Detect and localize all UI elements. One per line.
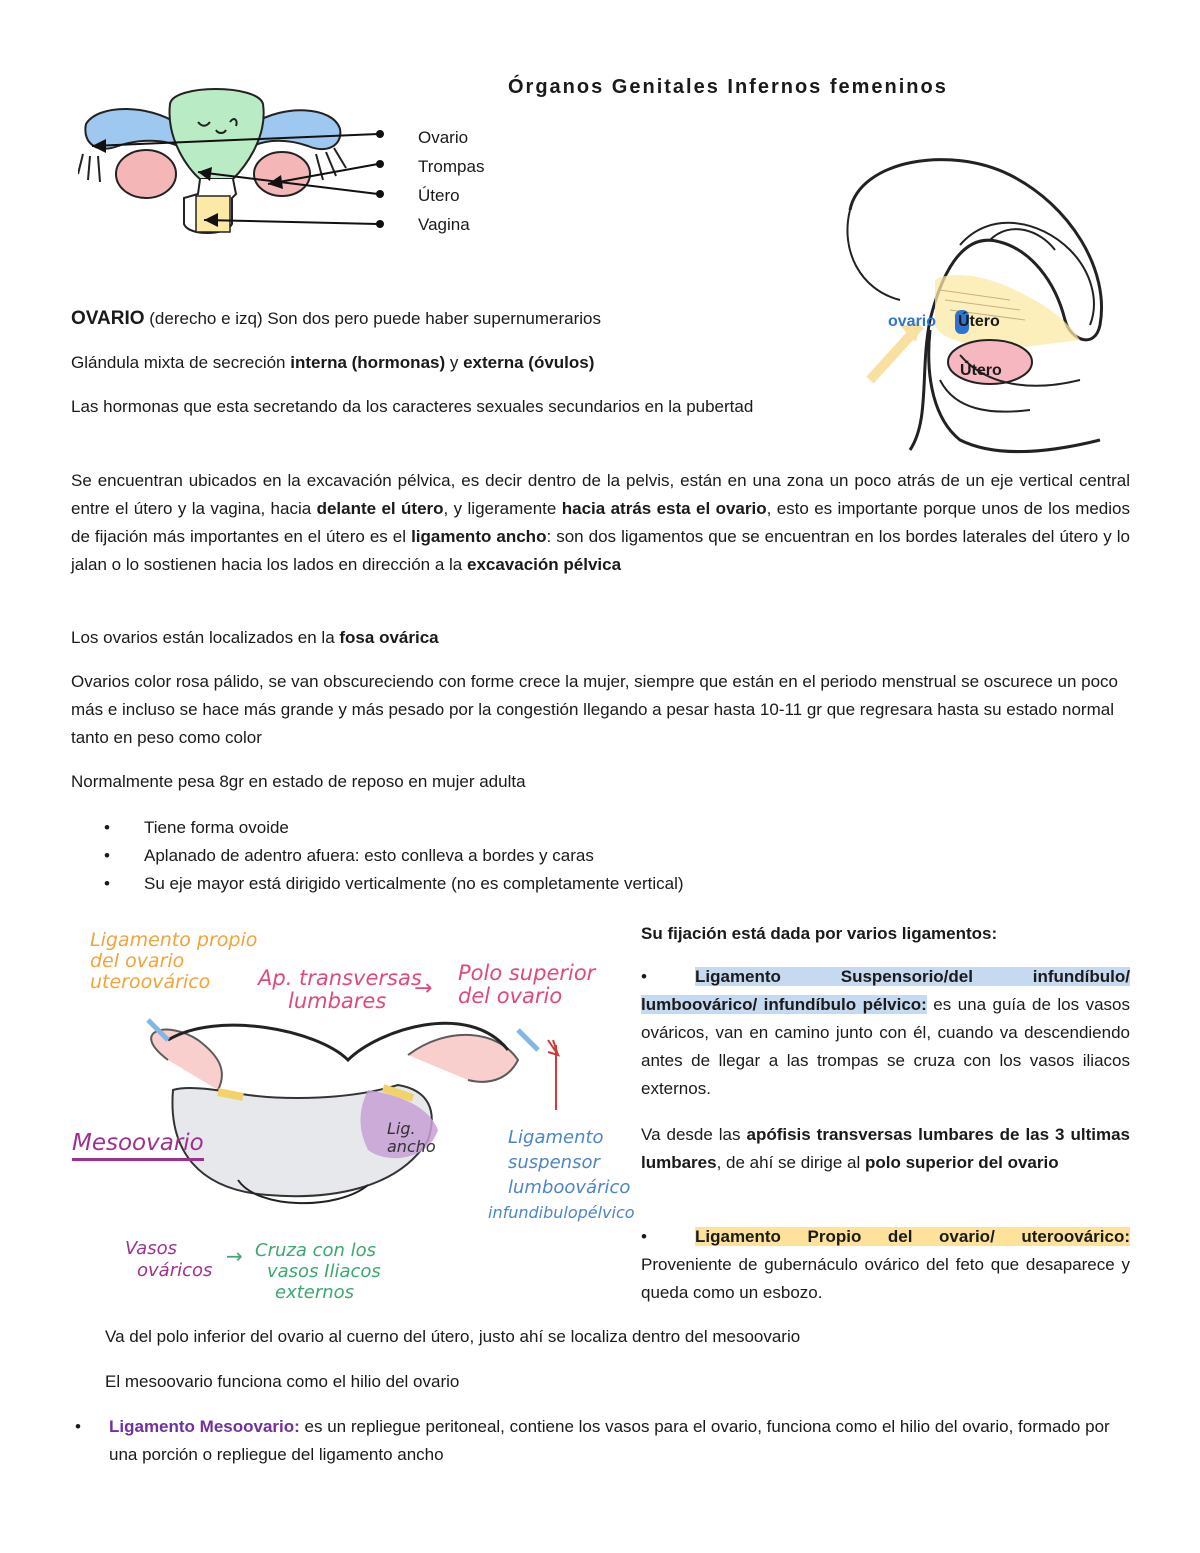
lig-propio-rest: Proveniente de gubernáculo ovárico del feto que desaparece y queda como un esbozo. [641, 1255, 1130, 1302]
ubicados-d: hacia atrás esta el ovario [561, 499, 767, 518]
label-utero-upper: Útero [958, 313, 1000, 330]
ovario-term: OVARIO [71, 308, 145, 329]
lig-meso-rest: es un repliegue peritoneal, contiene los vasos para el ovario, funciona como el hilio del ovario, formado por una porción o repliegue del ligamento ancho [109, 1417, 1110, 1464]
annot-vasos [125, 1238, 212, 1282]
annot-arrow: → [414, 976, 433, 1001]
lig-propio-paragraph [641, 1223, 1130, 1307]
paragraph-hormonas: Las hormonas que esta secretando da los caracteres sexuales secundarios en la pubertad [71, 397, 754, 416]
ubicados-e: , esto es importante porque unos de los medios de fijación más importantes en el útero es el [71, 499, 1130, 546]
legend-ovario: Ovario [418, 128, 469, 147]
fijacion-heading: Su fijación está dada por varios ligamentos: [641, 924, 998, 943]
paragraph-peso: Normalmente pesa 8gr en estado de reposo en mujer adulta [71, 772, 526, 791]
glandula-d: externa (óvulos) [463, 353, 595, 372]
legend-trompas: Trompas [418, 157, 485, 176]
list-item [100, 870, 684, 898]
annot-lig-ancho [387, 1120, 436, 1156]
annot-ap-2: lumbares [288, 989, 387, 1013]
annot-ancho-2: ancho [387, 1137, 436, 1156]
ovario-rest: (derecho e izq) Son dos pero puede haber supernumerarios [144, 309, 601, 328]
bullet-dot: • [104, 846, 110, 865]
annot-lig-propio-1: Ligamento propio [90, 929, 258, 951]
annot-arrow-2: → [226, 1244, 243, 1268]
bullet-text: Aplanado de adentro afuera: esto conlleva a bordes y caras [144, 846, 594, 865]
bullet-dot: • [104, 818, 110, 837]
list-item [100, 814, 684, 842]
annot-cruza-3: externos [275, 1282, 355, 1303]
annot-susp-3: lumboovárico [508, 1177, 631, 1198]
bullet-text: Tiene forma ovoide [144, 818, 289, 837]
label-ovario-blue: ovario [888, 313, 937, 330]
paragraph-apofisis [641, 1121, 1130, 1177]
fosa-a: Los ovarios están localizados en la [71, 628, 340, 647]
annot-polo-1: Polo superior [458, 961, 596, 985]
glandula-c: y [445, 353, 464, 372]
lig-meso-text [109, 1413, 1131, 1469]
annot-ap-transversas [258, 967, 422, 1013]
ubicados-h: excavación pélvica [466, 555, 622, 574]
annot-cruza-1: Cruza con los [255, 1240, 377, 1261]
label-utero-lower: Útero [960, 362, 1002, 379]
lig-suspensorio-term1: Ligamento Suspensorio/del infundíbulo/ [695, 967, 1130, 986]
lig-propio-term: Ligamento Propio del ovario/ uteroovárico: [695, 1227, 1130, 1246]
annot-cruza [255, 1240, 381, 1303]
annot-lig-suspensor [488, 1125, 635, 1225]
list-item [100, 842, 684, 870]
legend [418, 123, 484, 239]
lig-meso-term: Ligamento Mesoovario: [109, 1417, 300, 1436]
annot-vasos-2: ováricos [137, 1260, 213, 1281]
uterus-body [170, 89, 264, 179]
annot-susp-2: suspensor [508, 1152, 600, 1173]
paragraph-glandula [71, 349, 594, 377]
lig-meso-item [71, 1413, 1131, 1469]
paragraph-hilio: El mesoovario funciona como el hilio del ovario [105, 1372, 460, 1391]
ubicados-a: Se encuentran ubicados en la excavación pélvica, es decir dentro de la pelvis, están en una zona un poco atrás de un eje vertical central entre el útero y la vagina, hacia [71, 471, 1130, 518]
vagina-shape [196, 196, 230, 232]
apofisis-b: apófisis transversas lumbares de las 3 ultimas lumbares [641, 1125, 1130, 1172]
annot-lig-propio [90, 930, 257, 993]
bullet-list [100, 814, 684, 898]
annot-polo-superior [458, 962, 595, 1008]
annot-ap-1: Ap. transversas [258, 966, 422, 990]
fosa-b: fosa ovárica [339, 628, 439, 647]
apofisis-c: , de ahí se dirige al [716, 1153, 865, 1172]
glandula-b: interna (hormonas) [290, 353, 446, 372]
paragraph-fosa [71, 624, 439, 652]
paragraph-ubicados [71, 467, 1130, 579]
bullet-text: Su eje mayor está dirigido verticalmente (no es completamente vertical) [144, 874, 684, 893]
lig-suspensorio-term2: lumboovárico/ infundíbulo pélvico: [641, 995, 927, 1014]
bullet-dot: • [104, 874, 110, 893]
apofisis-d: polo superior del ovario [864, 1153, 1059, 1172]
glandula-a: Glándula mixta de secreción [71, 353, 291, 372]
uterus-illustration [78, 84, 398, 244]
annot-polo-2: del ovario [458, 984, 563, 1008]
annot-susp-4: infundibulopélvico [488, 1203, 635, 1222]
annot-cruza-2: vasos Iliacos [267, 1261, 381, 1282]
annot-susp-1: Ligamento [508, 1127, 604, 1148]
left-ovary [116, 150, 176, 198]
legend-vagina: Vagina [418, 215, 470, 234]
ubicados-c: , y ligeramente [443, 499, 562, 518]
sagittal-pelvis-illustration [840, 150, 1130, 460]
bullet-dot: • [75, 1417, 81, 1436]
annot-mesoovario: Mesoovario [72, 1128, 204, 1161]
paragraph-color: Ovarios color rosa pálido, se van obscureciendo con forme crece la mujer, siempre que están en el periodo menstrual se oscurece un poco más e incluso se hace más grande y más pesado por la congestión llegando a pesar hasta 10-11 gr que regresara hasta su estado normal tanto en peso como color [71, 672, 1119, 747]
page-title: Órganos Genitales Infernos femeninos [508, 76, 948, 98]
ovario-heading [71, 305, 601, 333]
right-tube [253, 110, 340, 149]
annot-lig-propio-2: del ovario [90, 950, 185, 972]
ubicados-f: ligamento ancho [411, 527, 547, 546]
bullet-dot: • [641, 1227, 647, 1246]
annot-lig-propio-3: uteroovárico [90, 971, 211, 993]
annot-ancho-1: Lig. [387, 1119, 416, 1138]
bullet-dot: • [641, 967, 647, 986]
paragraph-polo-inferior: Va del polo inferior del ovario al cuerno del útero, justo ahí se localiza dentro del mesoovario [105, 1327, 801, 1346]
ubicados-b: delante el útero [316, 499, 444, 518]
legend-utero: Útero [418, 186, 460, 205]
lig-suspensorio-rest: es una guía de los vasos ováricos, van en camino junto con él, cuando va descendiendo antes de llegar a las trompas se cruza con los vasos iliacos externos. [641, 995, 1130, 1098]
lig-suspensorio-paragraph [641, 963, 1130, 1103]
ubicados-g: : son dos ligamentos que se encuentran en los bordes laterales del útero y lo jalan o lo sostienen hacia los lados en dirección a la [71, 527, 1130, 574]
right-ovary [254, 152, 310, 196]
annot-vasos-1: Vasos [125, 1238, 177, 1259]
apofisis-a: Va desde las [641, 1125, 747, 1144]
